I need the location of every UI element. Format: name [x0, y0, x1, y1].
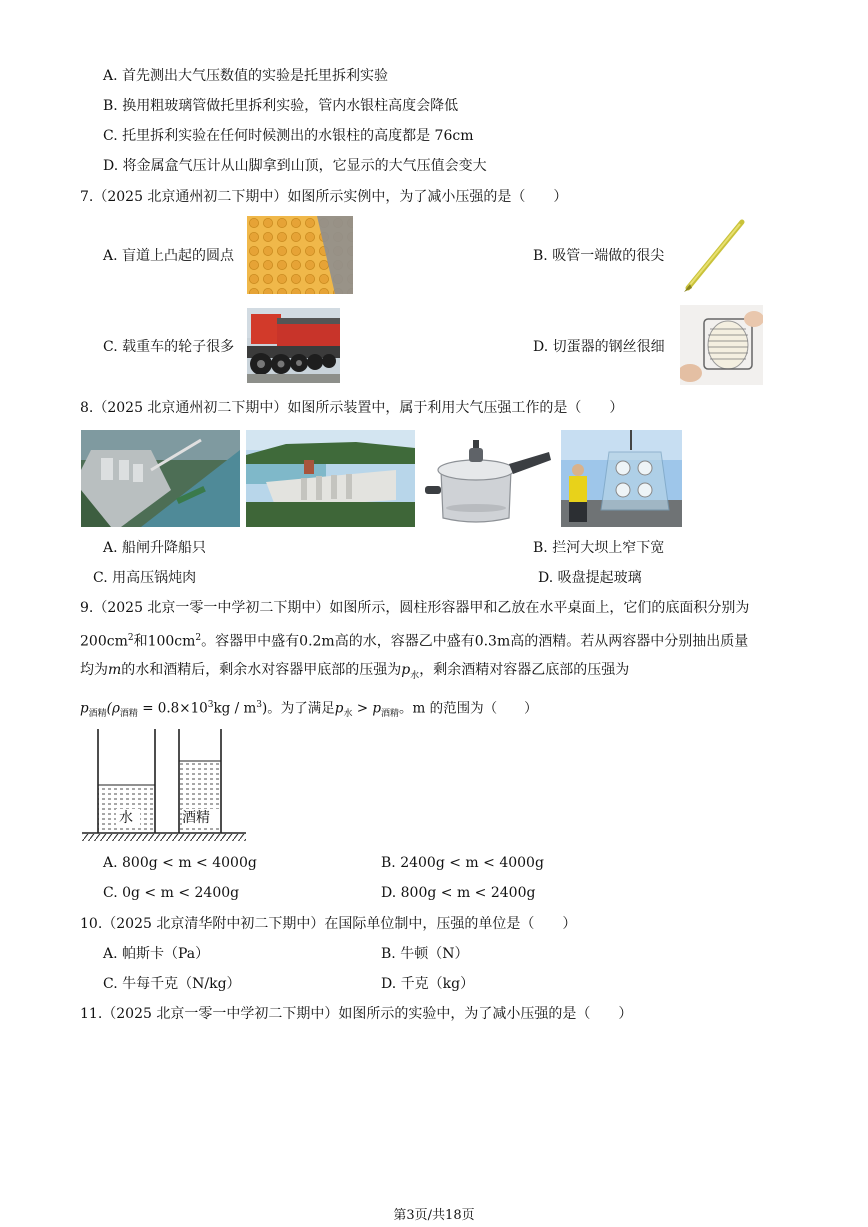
q7-option-a: A. 盲道上凸起的圆点 [103, 248, 235, 264]
q10-stem: 10.（2025 北京清华附中初二下期中）在国际单位制中，压强的单位是（ ） [80, 916, 577, 932]
pressure-cooker-image [421, 430, 554, 527]
q6-option-d: D. 将金属盒气压计从山脚拿到山顶，它显示的大气压值会变大 [103, 158, 487, 174]
q8-option-c: C. 用高压锅炖肉 [93, 570, 197, 586]
q10-option-c: C. 牛每千克（N/kg） [103, 976, 241, 992]
straw-image [680, 216, 750, 292]
ship-lock-image [81, 430, 240, 527]
q10-option-d: D. 千克（kg） [381, 976, 475, 992]
suction-cup-image [561, 430, 682, 527]
q6-option-c: C. 托里拆利实验在任何时候测出的水银柱的高度都是 76cm [103, 128, 474, 144]
q7-option-c: C. 载重车的轮子很多 [103, 339, 235, 355]
q8-option-d: D. 吸盘提起玻璃 [538, 570, 642, 586]
dam-image [246, 430, 415, 527]
q9-stem-line2: $200cm^2$和$100cm^2$。容器甲中盛有0.2m高的水，容器乙中盛有0.3m高的酒精。若从两容器中分别抽出质量 [80, 633, 749, 650]
containers-figure [78, 727, 248, 843]
q6-option-a: A. 首先测出大气压数值的实验是托里拆利实验 [103, 68, 389, 84]
q9-stem-line4: $p_{酒精}(\rho_{酒精} = 0.8\times 10^3kg / m^3)$。为了满足$p_水 > p_{酒精}$。m 的范围为（ ） [80, 700, 538, 720]
q10-option-a: A. 帕斯卡（Pa） [103, 946, 210, 962]
water-label: 水 [119, 810, 133, 826]
q9-option-a: A. 800g < m < 4000g [103, 855, 257, 871]
alcohol-label: 酒精 [182, 810, 210, 826]
q7-option-b: B. 吸管一端做的很尖 [533, 248, 665, 264]
q9-stem-line1: 9.（2025 北京一零一中学初二下期中）如图所示，圆柱形容器甲和乙放在水平桌面上，它们的底面积分别为 [80, 600, 750, 616]
q9-option-c: C. 0g < m < 2400g [103, 885, 240, 901]
q9-stem-line3: 均为m的水和酒精后，剩余水对容器甲底部的压强为$p_水$，剩余酒精对容器乙底部的压强为 [80, 662, 630, 681]
egg-slicer-image [680, 305, 763, 385]
q8-stem: 8.（2025 北京通州初二下期中）如图所示装置中，属于利用大气压强工作的是（ ） [80, 400, 624, 416]
heavy-truck-image [247, 308, 340, 383]
page-footer: 第3页/共18页 [393, 1208, 475, 1223]
q8-option-a: A. 船闸升降船只 [103, 540, 207, 556]
q7-stem: 7.（2025 北京通州初二下期中）如图所示实例中，为了减小压强的是（ ） [80, 189, 568, 205]
q8-option-b: B. 拦河大坝上窄下宽 [533, 540, 665, 556]
q7-option-d: D. 切蛋器的钢丝很细 [533, 339, 665, 355]
q11-stem: 11.（2025 北京一零一中学初二下期中）如图所示的实验中，为了减小压强的是（ ） [80, 1006, 633, 1022]
tactile-paving-image [247, 216, 353, 294]
q10-option-b: B. 牛顿（N） [381, 946, 469, 962]
q6-option-b: B. 换用粗玻璃管做托里拆利实验，管内水银柱高度会降低 [103, 98, 459, 114]
q9-option-d: D. 800g < m < 2400g [381, 885, 536, 901]
q9-option-b: B. 2400g < m < 4000g [381, 855, 544, 871]
